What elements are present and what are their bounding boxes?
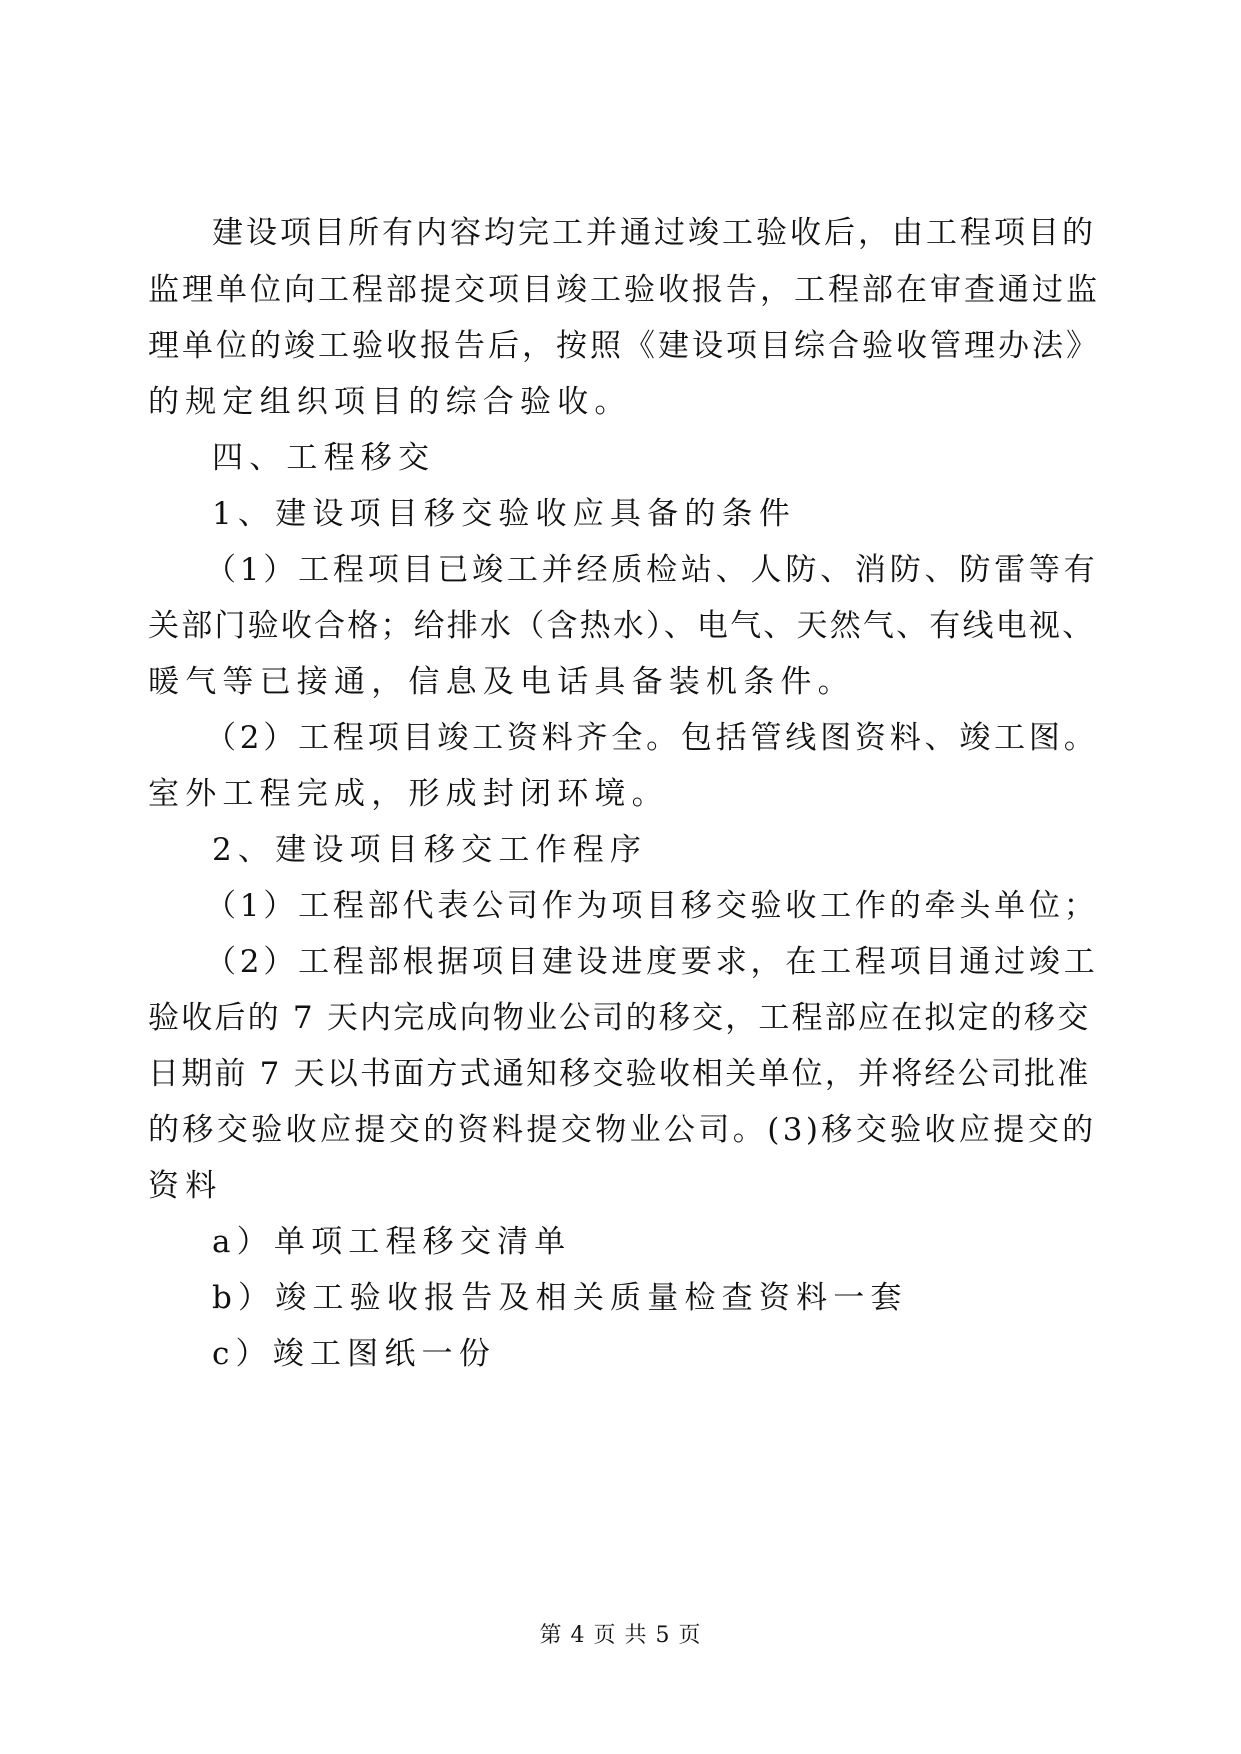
paragraph-line: （2）工程项目竣工资料齐全。包括管线图资料、竣工图。 <box>205 720 1099 756</box>
list-item: a）单项工程移交清单 <box>212 1224 572 1260</box>
paragraph-line: （2）工程部根据项目建设进度要求，在工程项目通过竣工 <box>205 944 1099 980</box>
paragraph-line: 理单位的竣工验收报告后，按照《建设项目综合验收管理办法》 <box>148 328 1100 364</box>
paragraph-line: 验收后的 7 天内完成向物业公司的移交，工程部应在拟定的移交 <box>148 1000 1091 1036</box>
subsection-heading: 2、建设项目移交工作程序 <box>212 832 648 868</box>
paragraph-line: 暖气等已接通，信息及电话具备装机条件。 <box>148 664 855 700</box>
paragraph-line: （1）工程项目已竣工并经质检站、人防、消防、防雷等有 <box>205 552 1099 588</box>
list-item: c）竣工图纸一份 <box>212 1336 496 1372</box>
subsection-heading: 1、建设项目移交验收应具备的条件 <box>212 496 796 532</box>
page-footer: 第 4 页 共 5 页 <box>539 1623 702 1648</box>
paragraph-line: 的规定组织项目的综合验收。 <box>148 384 632 420</box>
paragraph-line: 日期前 7 天以书面方式通知移交验收相关单位，并将经公司批准 <box>148 1056 1091 1092</box>
paragraph-line: 建设项目所有内容均完工并通过竣工验收后，由工程项目的 <box>212 215 1096 251</box>
paragraph-line: 监理单位向工程部提交项目竣工验收报告，工程部在审查通过监 <box>148 272 1100 308</box>
paragraph-line: 关部门验收合格；给排水（含热水）、电气、天然气、有线电视、 <box>148 608 1096 644</box>
paragraph-line: 资料 <box>148 1168 223 1204</box>
paragraph-line: 室外工程完成，形成封闭环境。 <box>148 776 669 812</box>
paragraph-line: （1）工程部代表公司作为项目移交验收工作的牵头单位； <box>205 888 1099 924</box>
section-heading: 四、工程移交 <box>212 440 436 476</box>
paragraph-line: 的移交验收应提交的资料提交物业公司。(3)移交验收应提交的 <box>148 1112 1097 1148</box>
list-item: b）竣工验收报告及相关质量检查资料一套 <box>212 1280 908 1316</box>
